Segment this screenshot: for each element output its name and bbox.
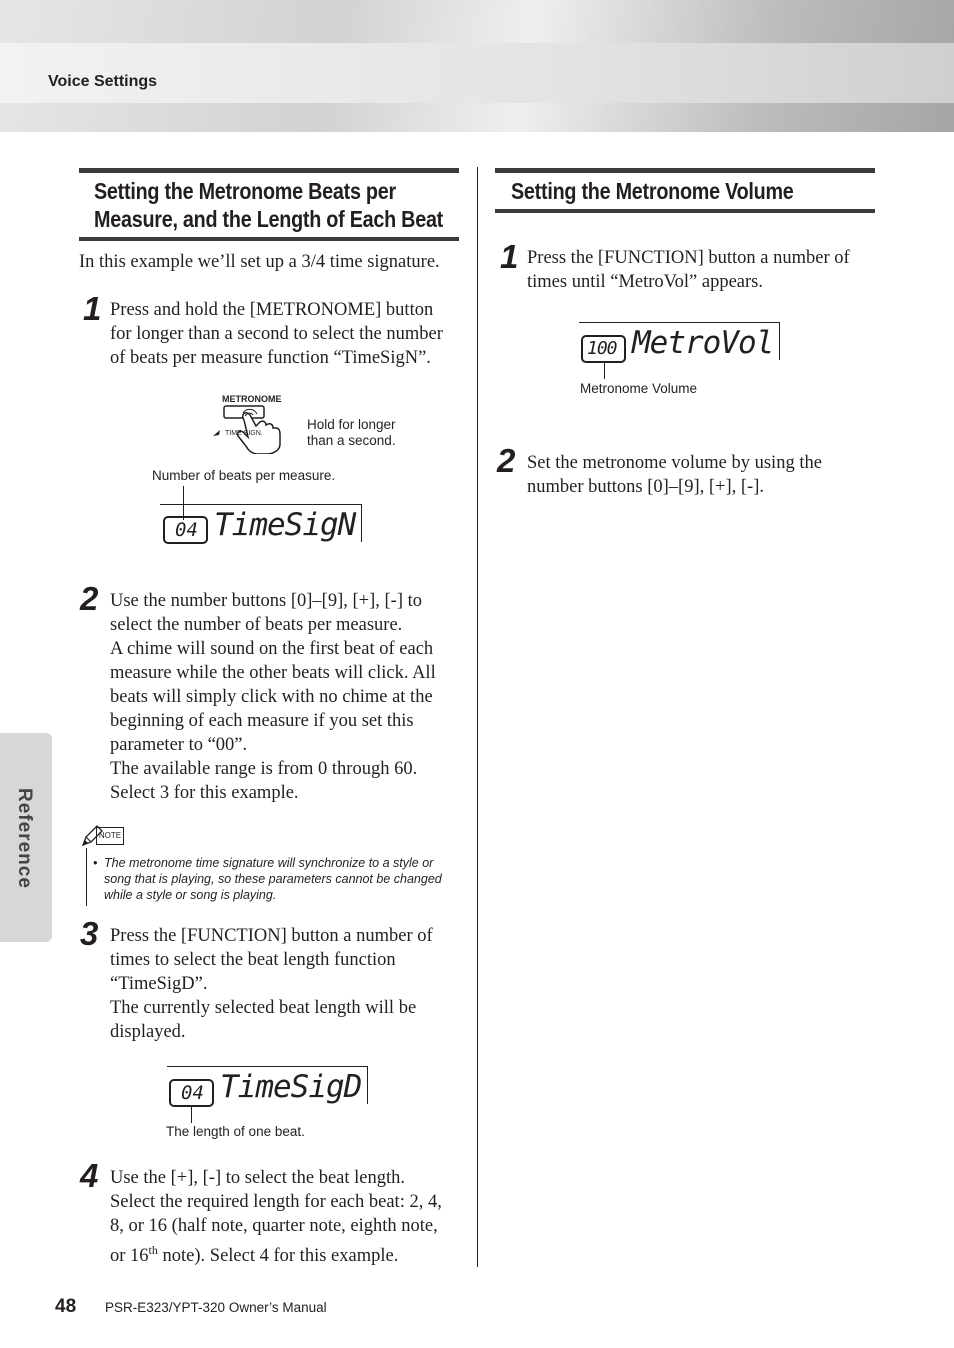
callout-line [191, 1107, 192, 1123]
text-line: A chime will sound on the first beat of each [110, 639, 434, 659]
right-step1-text [527, 246, 850, 294]
text-line: for longer than a second to select the number [110, 324, 443, 344]
text-line: Press the [FUNCTION] button a number of [110, 926, 433, 946]
lcd-value: 04 [175, 519, 198, 541]
heading-rule-top [79, 168, 459, 173]
lcd-value: 100 [587, 338, 617, 359]
text-line: parameter to “00”. [110, 735, 248, 755]
step-number: 3 [80, 915, 99, 952]
text-line: 8, or 16 (half note, quarter note, eighth note, [110, 1216, 438, 1236]
step2-text [110, 589, 436, 805]
step3-text [110, 924, 433, 1044]
step-number: 1 [500, 238, 519, 275]
step4-text [110, 1166, 442, 1268]
text-line: beginning of each measure if you set this [110, 711, 414, 731]
text-line: times to select the beat length function [110, 950, 396, 970]
text-line: Select the required length for each beat: 2, 4, [110, 1192, 442, 1212]
step1-text [110, 298, 443, 370]
timesig-label: TIME SIGN. [225, 430, 263, 437]
hand-press-icon [210, 404, 305, 454]
text-line: while a style or song is playing. [104, 888, 277, 902]
text-line: The metronome time signature will synchronize to a style or [104, 856, 434, 870]
lcd-text: MetroVol [632, 325, 774, 361]
text-line: Set the metronome volume by using the [527, 453, 822, 473]
step-number: 1 [83, 290, 102, 327]
metronome-label: METRONOME [222, 394, 282, 404]
note-text [104, 855, 442, 903]
text-line: Select 3 for this example. [110, 783, 299, 803]
lcd-value: 04 [181, 1082, 204, 1104]
note-badge: NOTE [96, 827, 124, 845]
text-line: The currently selected beat length will be [110, 998, 417, 1018]
text-line: Hold for longer [307, 417, 396, 432]
lcd-text: TimeSigN [214, 507, 356, 543]
section-label: Voice Settings [48, 73, 158, 90]
column-divider [477, 167, 478, 1267]
volume-caption: Metronome Volume [580, 381, 698, 396]
note-bullet: • [93, 856, 98, 870]
page-number: 48 [55, 1296, 77, 1317]
beats-caption: Number of beats per measure. [152, 468, 336, 483]
text-line: Press and hold the [METRONOME] button [110, 300, 434, 320]
text-line: displayed. [110, 1022, 186, 1042]
step-number: 2 [80, 580, 99, 617]
text-line: or 16th note). Select 4 for this example. [110, 1243, 399, 1267]
text-line: beats will simply click with no chime at the [110, 687, 433, 707]
side-tab-label: Reference [14, 788, 35, 889]
text-line: than a second. [307, 433, 396, 448]
text-line: Press the [FUNCTION] button a number of [527, 248, 850, 268]
hold-caption [307, 417, 396, 449]
heading-rule-bottom [79, 237, 459, 241]
text-line: Use the [+], [-] to select the beat length. [110, 1168, 406, 1188]
right-heading: Setting the Metronome Volume [511, 178, 794, 204]
left-heading-line1: Setting the Metronome Beats per [94, 178, 396, 204]
text-line: song that is playing, so these parameters cannot be changed [104, 872, 442, 886]
lcd-text: TimeSigD [220, 1069, 362, 1105]
note-rule [86, 848, 87, 906]
right-step2-text [527, 451, 822, 499]
text-line: number buttons [0]–[9], [+], [-]. [527, 477, 764, 497]
step-number: 2 [497, 442, 516, 479]
intro-text: In this example we’ll set up a 3/4 time signature. [79, 252, 440, 272]
manual-title: PSR-E323/YPT-320 Owner’s Manual [105, 1300, 327, 1315]
text-line: “TimeSigD”. [110, 974, 208, 994]
heading-rule-bottom [495, 209, 875, 213]
step-number: 4 [80, 1157, 99, 1194]
text-line: of beats per measure function “TimeSigN”. [110, 348, 431, 368]
callout-line [604, 363, 605, 379]
left-heading-line2: Measure, and the Length of Each Beat [94, 206, 444, 232]
text-line: times until “MetroVol” appears. [527, 272, 763, 292]
text-line: The available range is from 0 through 60. [110, 759, 418, 779]
length-caption: The length of one beat. [166, 1124, 305, 1139]
text-line: measure while the other beats will click. All [110, 663, 436, 683]
text-line: Use the number buttons [0]–[9], [+], [-] to [110, 591, 423, 611]
text-line: select the number of beats per measure. [110, 615, 403, 635]
heading-rule-top [495, 168, 875, 173]
